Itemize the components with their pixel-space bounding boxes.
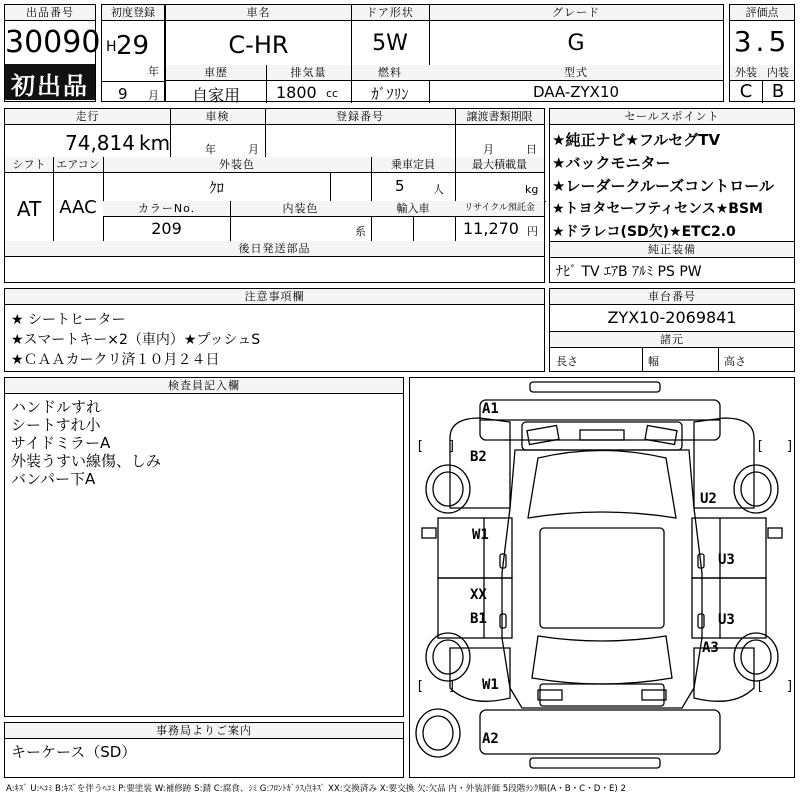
sales-point-3: ★レーダークルーズコントロール — [552, 177, 774, 195]
sales-point-1: ★純正ナビ★フルセグTV — [552, 131, 721, 149]
damage-a3: A3 — [702, 640, 719, 656]
recycle-unit: 円 — [527, 225, 538, 238]
registration-box — [101, 4, 165, 102]
month-unit: 月 — [148, 89, 159, 102]
svg-text:]: ] — [786, 679, 794, 694]
color-no-label: カラーNo. — [103, 201, 230, 217]
svg-text:[: [ — [416, 439, 424, 454]
svg-text:[: [ — [756, 679, 764, 694]
svg-text:]: ] — [786, 439, 794, 454]
overall-score: 3.5 — [733, 25, 791, 58]
inspector-line-2: シートすれ小 — [11, 416, 101, 434]
equipment-value: ﾅﾋﾞ TV ｴｱB ｱﾙﾐ PS PW — [556, 264, 702, 280]
note-line-1: ★ シートヒーター — [11, 312, 126, 328]
damage-u2: U2 — [700, 491, 717, 507]
sales-point-4: ★トヨタセーフティセンス★BSM — [552, 201, 763, 217]
damage-w1-left: W1 — [472, 527, 489, 543]
registration-year: 29 — [116, 31, 150, 61]
capacity-unit: 人 — [433, 183, 444, 196]
score-label: 評価点 — [730, 5, 794, 21]
air-conditioner: AAC — [59, 197, 97, 218]
shift-label: シフト — [5, 157, 53, 173]
reg-number-label: 登録番号 — [265, 109, 455, 125]
inspector-line-1: ハンドルすれ — [11, 398, 102, 416]
lot-number-label: 出品番号 — [5, 5, 95, 21]
inspector-line-3: サイドミラーA — [11, 434, 111, 452]
later-parts-label: 後日発送部品 — [5, 241, 544, 257]
note-line-3: ★ＣＡＡカークリ済１０月２４日 — [11, 352, 220, 368]
displacement-unit: cc — [326, 87, 339, 100]
max-load-label: 最大積載量 — [455, 157, 544, 173]
recycle-fee: 11,270 — [463, 219, 519, 238]
fuel: ｶﾞｿﾘﾝ — [371, 85, 409, 103]
sales-points-box — [549, 108, 795, 283]
exterior-score: C — [739, 81, 753, 102]
car-name-label: 車名 — [166, 5, 351, 21]
chassis-box — [549, 288, 795, 372]
mileage: 74,814 — [65, 131, 135, 155]
svg-text:[: [ — [416, 679, 424, 694]
transfer-day-unit: 日 — [526, 143, 537, 156]
svg-text:]: ] — [448, 679, 456, 694]
ext-color-label: 外装色 — [103, 157, 371, 173]
interior-score: B — [771, 81, 785, 102]
chassis-label: 車台番号 — [550, 289, 794, 305]
era-letter: H — [106, 39, 117, 55]
legend-text: A:ｷｽﾞ U:ﾍｺﾐ B:ｷｽﾞを伴うﾍｺﾐ P:要塗装 W:補修跡 S:錆 C:腐食、ｼﾐ G:ﾌﾛﾝﾄｶﾞﾗｽ点ｷｽﾞ XX:交換済み X:要交換 欠:欠品 内・外装評価 5段階ﾗﾝｸ順(A・B・C・D・E) 2 — [6, 784, 626, 794]
inspector-box — [4, 377, 404, 717]
ac-label: エアコン — [53, 157, 103, 173]
int-color-unit: 系 — [355, 225, 366, 238]
first-listing-badge — [5, 64, 95, 100]
office-label: 事務局よりご案内 — [5, 723, 403, 739]
history-label: 車歴 — [166, 65, 266, 81]
notes-label: 注意事項欄 — [5, 289, 544, 305]
exterior-color: ｸﾛ — [208, 179, 224, 197]
svg-text:]: ] — [448, 439, 456, 454]
office-text: キーケース（SD） — [11, 743, 137, 761]
registration-label: 初度登録 — [102, 5, 164, 21]
door-type: 5W — [372, 31, 408, 56]
office-box — [4, 722, 404, 778]
shift: AT — [16, 197, 42, 221]
model: DAA-ZYX10 — [532, 83, 620, 101]
recycle-label: リサイクル預託金 — [455, 201, 544, 217]
note-line-2: ★スマートキー×2（車内）★プッシュS — [11, 332, 261, 348]
mileage-label: 走行 — [5, 109, 170, 125]
import-label: 輸入車 — [371, 201, 455, 217]
color-number: 209 — [151, 219, 182, 238]
sales-points-label: セールスポイント — [550, 109, 794, 125]
inspection-label: 車検 — [170, 109, 265, 125]
specs-dims-label: 諸元 — [550, 331, 794, 348]
car-diagram-box — [409, 377, 795, 778]
damage-xx: XX — [470, 587, 487, 603]
notes-box — [4, 288, 545, 372]
exterior-score-label: 外装 — [730, 65, 762, 81]
grade: G — [567, 31, 585, 56]
displacement: 1800 — [276, 83, 317, 102]
capacity-label: 乗車定員 — [371, 157, 455, 173]
inspection-year-unit: 年 — [205, 143, 216, 156]
year-unit: 年 — [148, 65, 159, 78]
damage-a1: A1 — [482, 401, 499, 417]
inspection-month-unit: 月 — [248, 143, 259, 156]
int-color-label: 内装色 — [230, 201, 371, 217]
car-name: C-HR — [228, 31, 289, 59]
capacity: 5 — [395, 177, 405, 195]
length-label: 長さ — [556, 355, 578, 368]
transfer-month-unit: 月 — [483, 143, 494, 156]
transfer-deadline-label: 譲渡書類期限 — [455, 109, 544, 125]
history: 自家用 — [191, 86, 240, 105]
height-label: 高さ — [724, 355, 746, 368]
inspector-line-4: 外装うすい線傷、しみ — [11, 452, 162, 470]
max-load-unit: kg — [525, 183, 539, 196]
score-box — [729, 4, 795, 102]
interior-score-label: 内装 — [762, 65, 794, 81]
equipment-label: 純正装備 — [550, 241, 794, 258]
fuel-label: 燃料 — [351, 65, 429, 81]
svg-text:[: [ — [756, 439, 764, 454]
displacement-label: 排気量 — [266, 65, 351, 81]
sales-point-2: ★バックモニター — [552, 154, 671, 172]
width-label: 幅 — [648, 355, 659, 368]
first-listing-text: 初出品 — [11, 72, 89, 100]
mileage-unit: km — [139, 131, 171, 155]
specs-box — [4, 108, 545, 283]
damage-a2: A2 — [482, 731, 499, 747]
main-spec-box — [165, 4, 724, 105]
model-label: 型式 — [429, 65, 723, 81]
registration-month: 9 — [118, 85, 128, 103]
door-label: ドア形状 — [351, 5, 429, 21]
inspector-line-5: バンパー下A — [11, 470, 96, 488]
damage-u3-lower: U3 — [718, 612, 735, 628]
grade-label: グレード — [429, 5, 723, 21]
sales-point-5: ★ドラレコ(SD欠)★ETC2.0 — [552, 224, 736, 240]
damage-b1: B1 — [470, 611, 487, 627]
chassis-number: ZYX10-2069841 — [607, 308, 737, 327]
damage-w1-lower: W1 — [482, 677, 499, 693]
damage-b2: B2 — [470, 449, 487, 465]
lot-number: 30090 — [5, 25, 101, 60]
inspector-label: 検査員記入欄 — [5, 378, 403, 394]
damage-u3-upper: U3 — [718, 552, 735, 568]
car-diagram — [410, 378, 794, 777]
